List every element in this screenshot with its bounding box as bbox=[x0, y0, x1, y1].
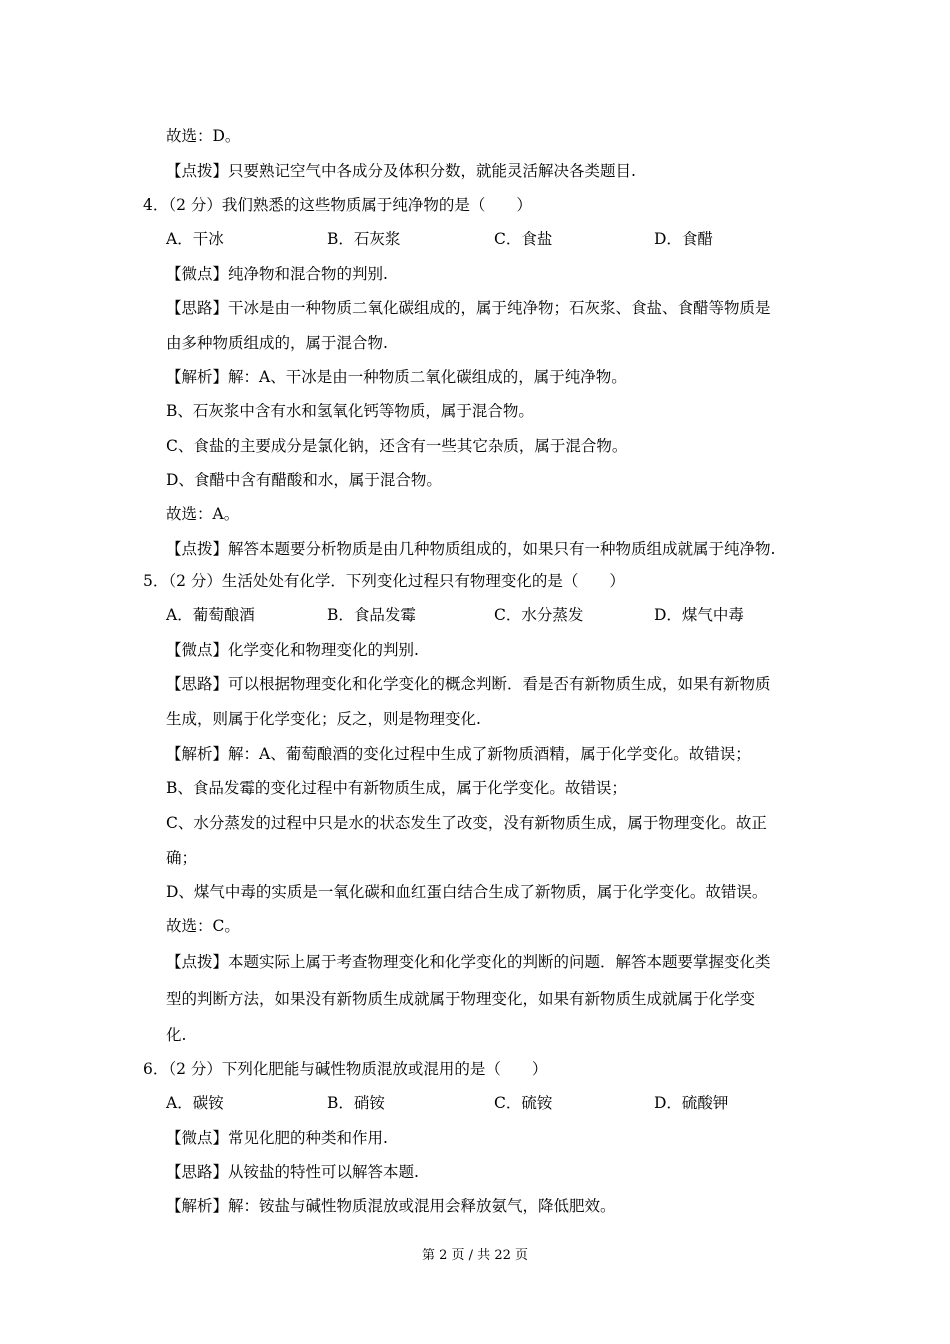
analysis-line: C、水分蒸发的过程中只是水的状态发生了改变，没有新物质生成，属于物理变化。故正 bbox=[166, 814, 767, 832]
option-b: B．石灰浆 bbox=[327, 230, 401, 248]
answer-line: 故选：C。 bbox=[166, 917, 240, 935]
option-a: A．碳铵 bbox=[166, 1094, 224, 1112]
option-a: A．葡萄酿酒 bbox=[166, 606, 255, 624]
option-d: D．食醋 bbox=[654, 230, 713, 248]
thinking-line: 【思路】从铵盐的特性可以解答本题. bbox=[166, 1163, 419, 1181]
option-c: C．硫铵 bbox=[494, 1094, 553, 1112]
answer-line: 故选：D。 bbox=[166, 127, 241, 145]
analysis-line: C、食盐的主要成分是氯化钠，还含有一些其它杂质，属于混合物。 bbox=[166, 437, 628, 455]
question-5: 5．（2 分）生活处处有化学．下列变化过程只有物理变化的是（ ） bbox=[143, 572, 625, 590]
analysis-line: 【解析】解：铵盐与碱性物质混放或混用会释放氨气，降低肥效。 bbox=[166, 1197, 616, 1215]
thinking-line: 由多种物质组成的，属于混合物. bbox=[166, 334, 388, 352]
option-c: C．食盐 bbox=[494, 230, 553, 248]
analysis-line: D、煤气中毒的实质是一氧化碳和血红蛋白结合生成了新物质，属于化学变化。故错误。 bbox=[166, 883, 768, 901]
analysis-line: 【解析】解：A、干冰是由一种物质二氧化碳组成的，属于纯净物。 bbox=[166, 368, 627, 386]
tip-line: 化. bbox=[166, 1026, 187, 1044]
key-point-line: 【微点】常见化肥的种类和作用. bbox=[166, 1129, 388, 1147]
analysis-line: 确； bbox=[166, 849, 198, 867]
thinking-line: 【思路】干冰是由一种物质二氧化碳组成的，属于纯净物；石灰浆、食盐、食醋等物质是 bbox=[166, 299, 771, 317]
key-point-line: 【微点】化学变化和物理变化的判别. bbox=[166, 641, 419, 659]
tip-line: 【点拨】解答本题要分析物质是由几种物质组成的，如果只有一种物质组成就属于纯净物. bbox=[166, 540, 776, 558]
question-4: 4．（2 分）我们熟悉的这些物质属于纯净物的是（ ） bbox=[143, 196, 532, 214]
option-a: A．干冰 bbox=[166, 230, 224, 248]
question-6: 6．（2 分）下列化肥能与碱性物质混放或混用的是（ ） bbox=[143, 1060, 548, 1078]
option-b: B．硝铵 bbox=[327, 1094, 385, 1112]
thinking-line: 【思路】可以根据物理变化和化学变化的概念判断．看是否有新物质生成，如果有新物质 bbox=[166, 675, 771, 693]
option-c: C．水分蒸发 bbox=[494, 606, 584, 624]
tip-line: 【点拨】本题实际上属于考查物理变化和化学变化的判断的问题．解答本题要掌握变化类 bbox=[166, 953, 771, 971]
answer-line: 故选：A。 bbox=[166, 505, 240, 523]
option-b: B．食品发霉 bbox=[327, 606, 416, 624]
option-d: D．硫酸钾 bbox=[654, 1094, 729, 1112]
tip-line: 型的判断方法，如果没有新物质生成就属于物理变化，如果有新物质生成就属于化学变 bbox=[166, 990, 756, 1008]
analysis-line: B、食品发霉的变化过程中有新物质生成，属于化学变化。故错误； bbox=[166, 779, 627, 797]
page-footer: 第 2 页 / 共 22 页 bbox=[422, 1248, 528, 1263]
analysis-line: 【解析】解：A、葡萄酿酒的变化过程中生成了新物质酒精，属于化学变化。故错误； bbox=[166, 745, 751, 763]
analysis-line: B、石灰浆中含有水和氢氧化钙等物质，属于混合物。 bbox=[166, 402, 534, 420]
key-point-line: 【微点】纯净物和混合物的判别. bbox=[166, 265, 388, 283]
analysis-line: D、食醋中含有醋酸和水，属于混合物。 bbox=[166, 471, 442, 489]
tip-line: 【点拨】只要熟记空气中各成分及体积分数，就能灵活解决各类题目. bbox=[166, 162, 636, 180]
option-d: D．煤气中毒 bbox=[654, 606, 744, 624]
thinking-line: 生成，则属于化学变化；反之，则是物理变化. bbox=[166, 710, 481, 728]
